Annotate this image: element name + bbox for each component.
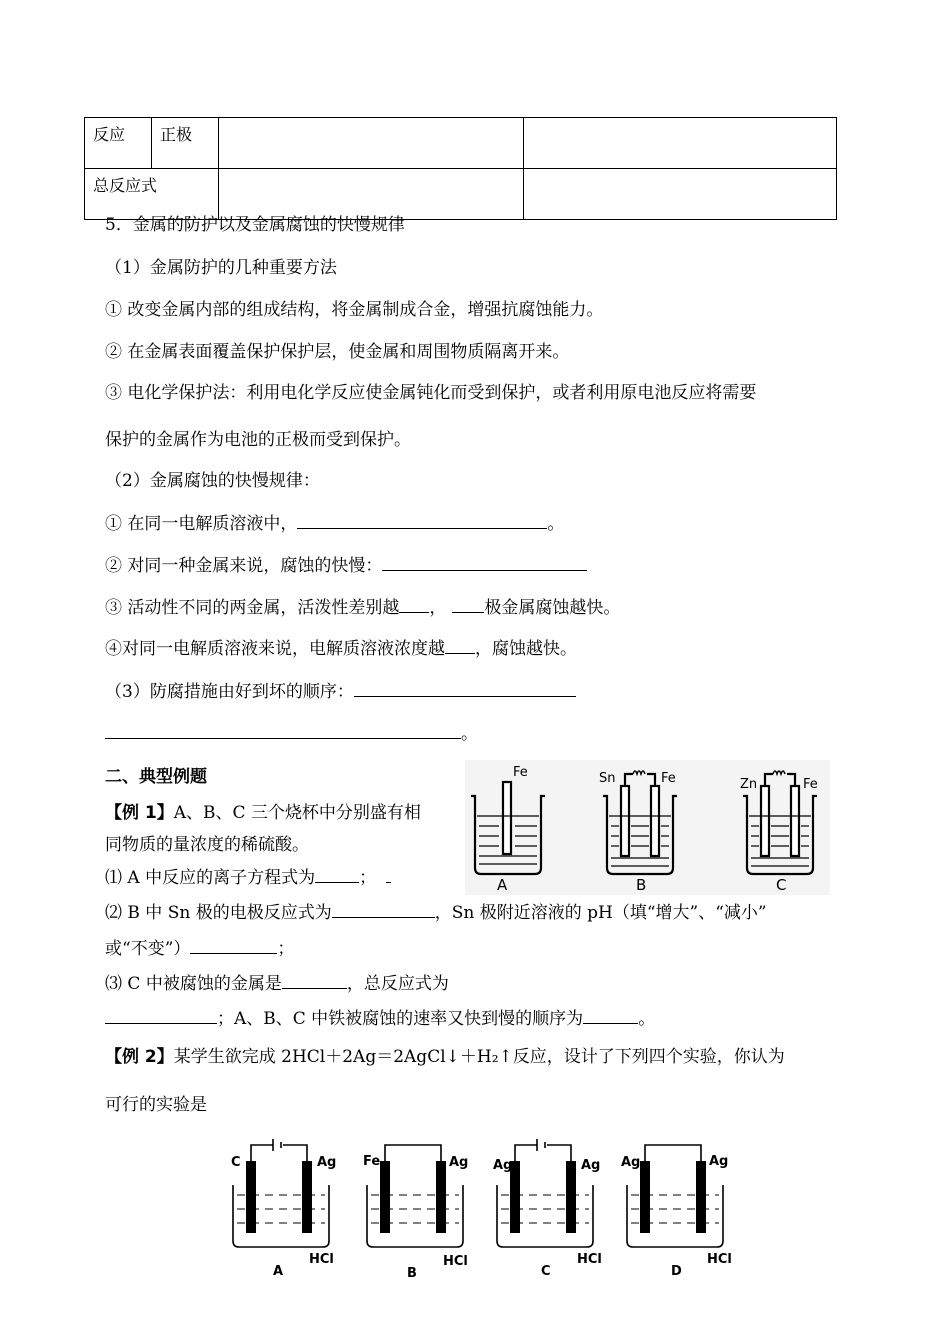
caption-b: B — [636, 876, 647, 894]
label-sn-b: Sn — [599, 771, 616, 786]
cell-a-electrode-left — [246, 1161, 256, 1233]
blank-mark — [386, 865, 391, 883]
order-answer-line: 。 — [105, 719, 478, 744]
label-d-right: Ag — [709, 1154, 729, 1169]
label-c-left: Ag — [493, 1158, 513, 1173]
cell-d-electrode-left — [640, 1161, 650, 1233]
ex1-line2: 同物质的量浓度的稀硫酸。 — [105, 835, 309, 855]
label-d-left: Ag — [621, 1155, 641, 1170]
blank[interactable] — [452, 595, 484, 613]
electrode-fe-c — [791, 786, 799, 856]
label-zn-c: Zn — [740, 777, 758, 792]
label-fe-a: Fe — [513, 765, 528, 780]
cell-empty-4 — [524, 169, 837, 220]
electrolyte-b: HCl — [443, 1254, 468, 1269]
cell-b-electrode-right — [436, 1161, 446, 1233]
caption-d: D — [671, 1264, 682, 1279]
ex2-line2: 可行的实验是 — [105, 1095, 207, 1115]
cell-reaction: 反应 — [85, 118, 152, 169]
blank[interactable] — [105, 721, 461, 739]
ex1-line1: 【例 1】A、B、C 三个烧杯中分别盛有相 — [105, 803, 421, 823]
rule-3: ③ 活动性不同的两金属，活泼性差别越 ， 极金属腐蚀越快。 — [105, 593, 620, 618]
ex1-q3-cont: ；A、B、C 中铁被腐蚀的速率又快到慢的顺序为 。 — [105, 1004, 655, 1029]
cell-a-wire — [251, 1145, 307, 1163]
blank[interactable] — [315, 865, 359, 883]
caption-a: A — [497, 876, 508, 894]
examples-heading: 二、典型例题 — [105, 767, 207, 787]
label-a-left: C — [231, 1155, 241, 1170]
rule-2: ② 对同一种金属来说，腐蚀的快慢： — [105, 551, 587, 576]
cell-total-reaction: 总反应式 — [85, 169, 219, 220]
caption-c: C — [776, 876, 787, 894]
label-b-right: Ag — [449, 1155, 469, 1170]
blank[interactable] — [282, 971, 347, 989]
electrode-sn-b — [621, 786, 629, 856]
ex1-q2-cont: 或“不变”） ； — [105, 934, 294, 959]
cell-empty-1 — [219, 118, 524, 169]
caption-c: C — [541, 1264, 551, 1279]
beakers-figure — [465, 760, 830, 895]
method-1: ① 改变金属内部的组成结构，将金属制成合金，增强抗腐蚀能力。 — [105, 300, 604, 320]
electrode-zn-c — [761, 786, 769, 856]
ex1-q1: ⑴ A 中反应的离子方程式为 ； — [105, 863, 391, 888]
label-a-right: Ag — [317, 1155, 337, 1170]
subheading-2: （2）金属腐蚀的快慢规律： — [105, 471, 320, 491]
label-fe-b: Fe — [661, 771, 676, 786]
blank[interactable] — [354, 679, 576, 697]
caption-a: A — [273, 1264, 284, 1279]
cell-empty-2 — [524, 118, 837, 169]
rule-4: ④对同一电解质溶液来说，电解质溶液浓度越 ，腐蚀越快。 — [105, 634, 577, 659]
blank[interactable] — [382, 553, 587, 571]
blank[interactable] — [399, 595, 429, 613]
electrolyte-d: HCl — [707, 1252, 732, 1267]
blank[interactable] — [445, 636, 475, 654]
method-2: ② 在金属表面覆盖保护保护层，使金属和周围物质隔离开来。 — [105, 342, 570, 362]
method-3-line2: 保护的金属作为电池的正极而受到保护。 — [105, 430, 411, 450]
method-3-line1: ③ 电化学保护法：利用电化学反应使金属钝化而受到保护，或者利用原电池反应将需要 — [105, 383, 757, 403]
ex2-line1: 【例 2】某学生欲完成 2HCl＋2Ag＝2AgCl↓＋H₂↑反应，设计了下列四个实验，你认为 — [105, 1047, 785, 1067]
ex1-q3: ⑶ C 中被腐蚀的金属是 ，总反应式为 — [105, 969, 449, 994]
blank[interactable] — [105, 1006, 217, 1024]
label-b-left: Fe — [363, 1154, 381, 1169]
cells-figure — [225, 1135, 745, 1285]
label-fe-c: Fe — [803, 777, 818, 792]
section-title: 5．金属的防护以及金属腐蚀的快慢规律 — [105, 215, 405, 235]
electrolyte-a: HCl — [309, 1252, 334, 1267]
cell-c-wire — [515, 1145, 571, 1163]
label-c-right: Ag — [581, 1158, 601, 1173]
subheading-3: （3）防腐措施由好到坏的顺序： — [105, 677, 576, 702]
electrode-fe-a — [503, 782, 511, 854]
cell-d-electrode-right — [696, 1161, 706, 1233]
cell-b-electrode-left — [380, 1161, 390, 1233]
cell-d-wire — [645, 1145, 701, 1163]
ex1-q2: ⑵ B 中 Sn 极的电极反应式为 ，Sn 极附近溶液的 pH（填“增大”、“减小” — [105, 898, 767, 923]
electrolyte-c: HCl — [577, 1252, 602, 1267]
reaction-table — [84, 117, 837, 220]
cell-c-electrode-right — [566, 1161, 576, 1233]
electrode-fe-b — [651, 786, 659, 856]
rule-1: ① 在同一电解质溶液中， 。 — [105, 509, 564, 534]
subheading-1: （1）金属防护的几种重要方法 — [105, 258, 337, 278]
cell-a-electrode-right — [302, 1161, 312, 1233]
cell-b-wire — [385, 1145, 441, 1163]
cell-positive-electrode: 正极 — [152, 118, 219, 169]
blank[interactable] — [297, 511, 547, 529]
caption-b: B — [407, 1266, 417, 1281]
blank[interactable] — [190, 936, 277, 954]
blank[interactable] — [332, 900, 435, 918]
blank[interactable] — [583, 1006, 638, 1024]
